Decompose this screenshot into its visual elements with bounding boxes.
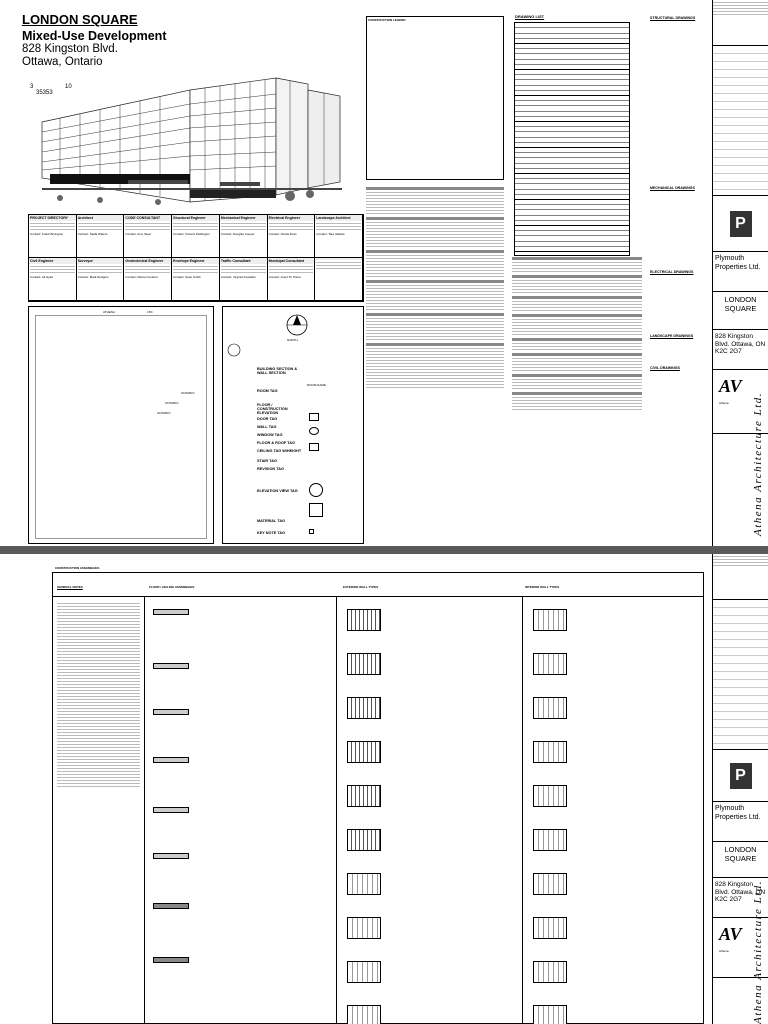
project-address-line2: Ottawa, Ontario (22, 56, 103, 68)
client-name: Plymouth Properties Ltd. (713, 802, 768, 842)
door-tag-icon (309, 413, 319, 421)
firm-name-vertical: Athena Architecture Ltd. (752, 879, 764, 1024)
legend-item: BUILDING SECTION & WALL SECTION (257, 367, 298, 375)
building-perspective-rendering (40, 70, 365, 215)
project-address-line1: 828 Kingston Blvd. (22, 43, 118, 55)
firm-logo-icon: AV (719, 376, 742, 396)
site-label: ONTARIO (165, 401, 179, 405)
legend-item: STAIR TAG (257, 459, 277, 463)
site-plan (28, 306, 214, 544)
assemblies-title: CONSTRUCTION ASSEMBLIES (55, 566, 100, 570)
category-civil: CIVIL DRAWINGS (650, 366, 680, 370)
legend-item: REVISION TAG (257, 467, 284, 471)
interior-walls-heading: INTERIOR WALL TYPES (525, 585, 560, 589)
legend-item: KEY NOTE TAG (257, 531, 286, 535)
construction-legend: CONSTRUCTION LEGEND (366, 16, 504, 180)
interior-walls-column (523, 597, 705, 1024)
building-code-matrix-left (366, 184, 504, 544)
client-logo-icon: P (730, 763, 752, 789)
general-notes-heading: GENERAL NOTES (57, 585, 83, 589)
legend-item: ROOM TAG (257, 389, 278, 393)
stamp-area (713, 556, 768, 600)
client-logo (713, 196, 768, 252)
title-block-project: LONDON SQUARE (713, 292, 768, 330)
key-note-icon (309, 529, 314, 534)
category-mechanical: MECHANICAL DRAWINGS (650, 186, 695, 190)
category-landscape: LANDSCAPE DRAWINGS (650, 334, 694, 338)
elevation-tag-icon (309, 483, 323, 497)
exterior-walls-heading: EXTERIOR WALL TYPES (343, 585, 379, 589)
project-title: LONDON SQUARE (22, 12, 138, 27)
floor-assemblies-column (145, 597, 337, 1024)
site-label: ONTARIO (157, 411, 171, 415)
project-directory-table: PROJECT DIRECTORY Contact: Frank Bryington Architect Contact: Stella Waters CODE CONSULTANT Contact: Amy Steel Structural Engineer Contact: Vincent Wellington Mechanical Engineer Contact: Douglas Cooper Electrical Engineer Contact: Nicola Ross Landscape Architect Contact: Tara Vallette Civil Engineer Contact: Ali Hyatt Surveyor Contact: Mark Rodgers Geotechnical Engineer Contact: Marcel Coderre Envelope Engineer Contact: Sean Smith Traffic Consultant Contact: Virginia Kowalski Municipal Consultant Contact: Josef St. Pierre (28, 214, 364, 302)
firm-short-name: Athena (719, 401, 729, 405)
assemblies-frame (52, 566, 704, 1024)
north-arrow-icon (285, 313, 309, 337)
drawing-sheet-assemblies (0, 554, 768, 1024)
stamp-area (713, 2, 768, 46)
general-notes-column (53, 597, 145, 1024)
legend-item: FLOOR & ROOF TAG (257, 441, 295, 445)
scale-circle-icon (227, 343, 241, 357)
category-structural: STRUCTURAL DRAWINGS (650, 16, 696, 20)
wall-tag-icon (309, 427, 319, 435)
drawing-list-table: DRAWING LIST (514, 22, 630, 256)
client-logo-icon: P (730, 211, 752, 237)
revision-table (713, 46, 768, 196)
legend-item: FLOOR / CONSTRUCTION ELEVATION (257, 403, 288, 415)
title-block-sheet2 (712, 554, 768, 1024)
site-label: ONTARIO (181, 391, 195, 395)
floor-assemblies-heading: FLOOR / CEILING ASSEMBLIES (149, 585, 195, 589)
firm-short-name: Athena (719, 949, 729, 953)
site-boundary (35, 315, 207, 539)
client-logo (713, 750, 768, 802)
legend-item: DOOR TAG (257, 417, 278, 421)
legend-item: MATERIAL TAG (257, 519, 286, 523)
title-block-address: 828 Kingston Blvd. Ottawa, ON K2C 2G7 (713, 878, 768, 918)
building-code-matrix-right (512, 254, 642, 544)
site-label: ATHENA (103, 310, 115, 314)
client-name: Plymouth Properties Ltd. (713, 252, 768, 292)
firm-name-vertical: Athena Architecture Ltd. (752, 391, 764, 536)
site-label: LTD. (147, 310, 154, 314)
legend-item: CEILING TAG W/HEIGHT (257, 449, 302, 453)
room-name-label: ROOM NAME (307, 383, 326, 387)
legend-item: ELEVATION VIEW TAG (257, 489, 298, 493)
grid-reference: 3 10 35353 (30, 84, 72, 96)
revision-table (713, 600, 768, 750)
title-block-project: LONDON SQUARE (713, 842, 768, 878)
project-subtitle: Mixed-Use Development (22, 29, 167, 43)
category-electrical: ELECTRICAL DRAWINGS (650, 270, 694, 274)
floor-tag-icon (309, 443, 319, 451)
legend-item: WINDOW TAG (257, 433, 283, 437)
north-label: NORTH (287, 338, 298, 342)
elevation-view-icon (309, 503, 323, 517)
title-block (712, 0, 768, 546)
legend-item: WALL TAG (257, 425, 277, 429)
exterior-walls-column (337, 597, 523, 1024)
symbol-legend (222, 306, 364, 544)
firm-logo-icon: AV (719, 924, 742, 944)
title-block-address: 828 Kingston Blvd. Ottawa, ON K2C 2G7 (713, 330, 768, 370)
